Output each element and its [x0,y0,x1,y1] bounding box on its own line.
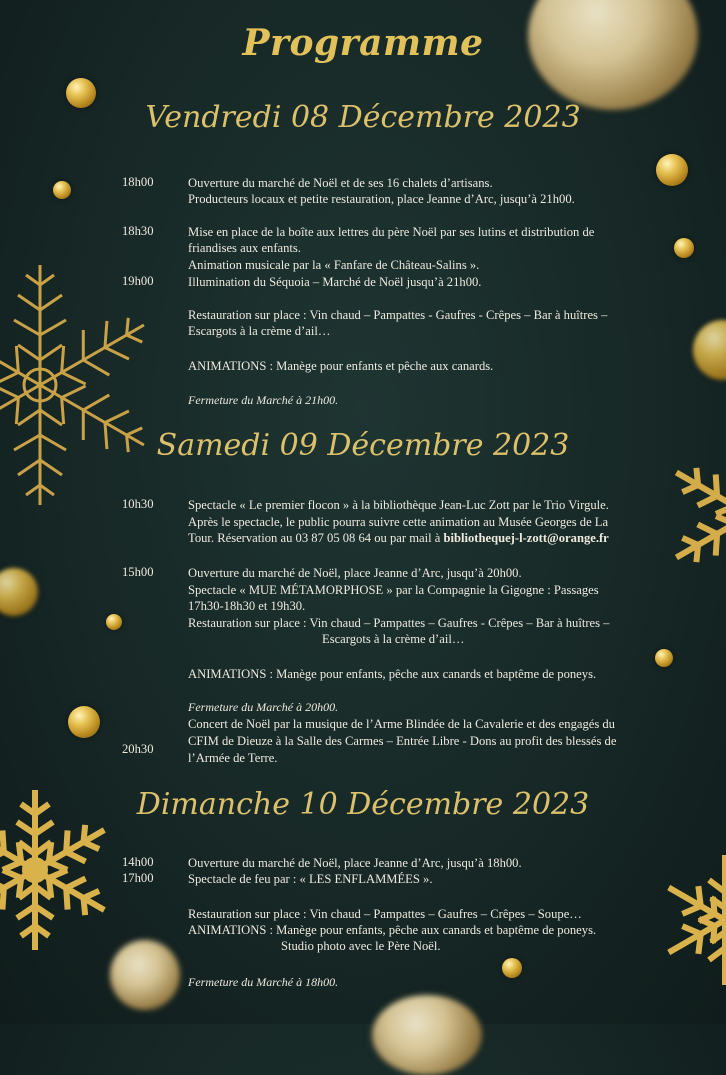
page-title: Programme [242,22,484,64]
closing-time-line: Fermeture du Marché à 20h00. [188,700,339,714]
program-line: CFIM de Dieuze à la Salle des Carmes – Entrée Libre - Dons au profit des blessés de [188,734,617,748]
time-label: 14h00 [122,855,154,869]
program-line: ANIMATIONS : Manège pour enfants et pêche aux canards. [188,359,494,373]
ornament-ball-icon [656,154,688,186]
ornament-ball-icon [53,181,71,199]
program-line: Après le spectacle, le public pourra suivre cette animation au Musée Georges de La [188,515,609,529]
program-line-with-email [188,530,609,547]
day-heading-sunday: Dimanche 10 Décembre 2023 [136,787,590,822]
program-line: Escargots à la crème d’ail… [188,324,331,338]
program-line: Restauration sur place : Vin chaud – Pampattes – Gaufres - Crêpes – Bar à huîtres – [188,616,610,630]
program-line: Mise en place de la boîte aux lettres du père Noël par ses lutins et distribution de [188,225,595,239]
ornament-ball-icon [110,940,180,1010]
time-label: 10h30 [122,497,154,511]
day-heading-friday: Vendredi 08 Décembre 2023 [145,100,581,135]
time-label: 18h00 [122,175,154,189]
program-line: ANIMATIONS : Manège pour enfants, pêche aux canards et baptême de poneys. [188,667,597,681]
ornament-ball-icon [0,568,38,616]
program-line: Spectacle de feu par : « LES ENFLAMMÉES ». [188,872,433,886]
program-line: 17h30-18h30 et 19h30. [188,599,306,613]
closing-time-line: Fermeture du Marché à 21h00. [188,393,339,407]
ornament-ball-icon [502,958,522,978]
time-label: 19h00 [122,274,154,288]
day-heading-saturday: Samedi 09 Décembre 2023 [156,428,570,463]
program-line: Spectacle « MUE MÉTAMORPHOSE » par la Compagnie la Gigogne : Passages [188,583,599,597]
program-line: Spectacle « Le premier flocon » à la bibliothèque Jean-Luc Zott par le Trio Virgule. [188,498,609,512]
program-line: Ouverture du marché de Noël, place Jeanne d’Arc, jusqu’à 18h00. [188,856,522,870]
time-label: 17h00 [122,871,154,885]
program-line: Restauration sur place : Vin chaud – Pampattes – Gaufres – Crêpes – Soupe… [188,907,582,921]
ornament-ball-icon [674,238,694,258]
ornament-ball-icon [372,995,482,1075]
ornament-ball-icon [106,614,122,630]
snowflake-bottom-right-icon [650,850,726,990]
program-line: Ouverture du marché de Noël, place Jeanne d’Arc, jusqu’à 20h00. [188,566,522,580]
program-line: Studio photo avec le Père Noël. [281,939,441,953]
program-line: Producteurs locaux et petite restauration, place Jeanne d’Arc, jusqu’à 21h00. [188,192,575,206]
program-line: Illumination du Séquoia – Marché de Noël jusqu’à 21h00. [188,275,482,289]
program-text: Tour. Réservation au 03 87 05 08 64 ou par mail à [188,531,444,545]
program-line: Escargots à la crème d’ail… [322,632,465,646]
snowflake-left-icon [0,255,150,515]
ornament-ball-icon [68,706,100,738]
email-link[interactable]: bibliothequej-l-zott@orange.fr [443,531,609,545]
time-label: 15h00 [122,565,154,579]
ornament-ball-icon [655,649,673,667]
program-line: Ouverture du marché de Noël et de ses 16 chalets d’artisans. [188,176,493,190]
program-line: friandises aux enfants. [188,241,301,255]
time-label: 20h30 [122,742,154,756]
closing-time-line: Fermeture du Marché à 18h00. [188,975,339,989]
program-line: Animation musicale par la « Fanfare de Château-Salins ». [188,258,480,272]
ornament-ball-icon [693,320,726,380]
program-line: l’Armée de Terre. [188,751,278,765]
time-label: 18h30 [122,224,154,238]
program-line: Restauration sur place : Vin chaud – Pampattes - Gaufres - Crêpes – Bar à huîtres – [188,308,608,322]
program-line: Concert de Noël par la musique de l’Arme Blindée de la Cavalerie et des engagés du [188,717,615,731]
program-line: ANIMATIONS : Manège pour enfants, pêche aux canards et baptême de poneys. [188,923,597,937]
